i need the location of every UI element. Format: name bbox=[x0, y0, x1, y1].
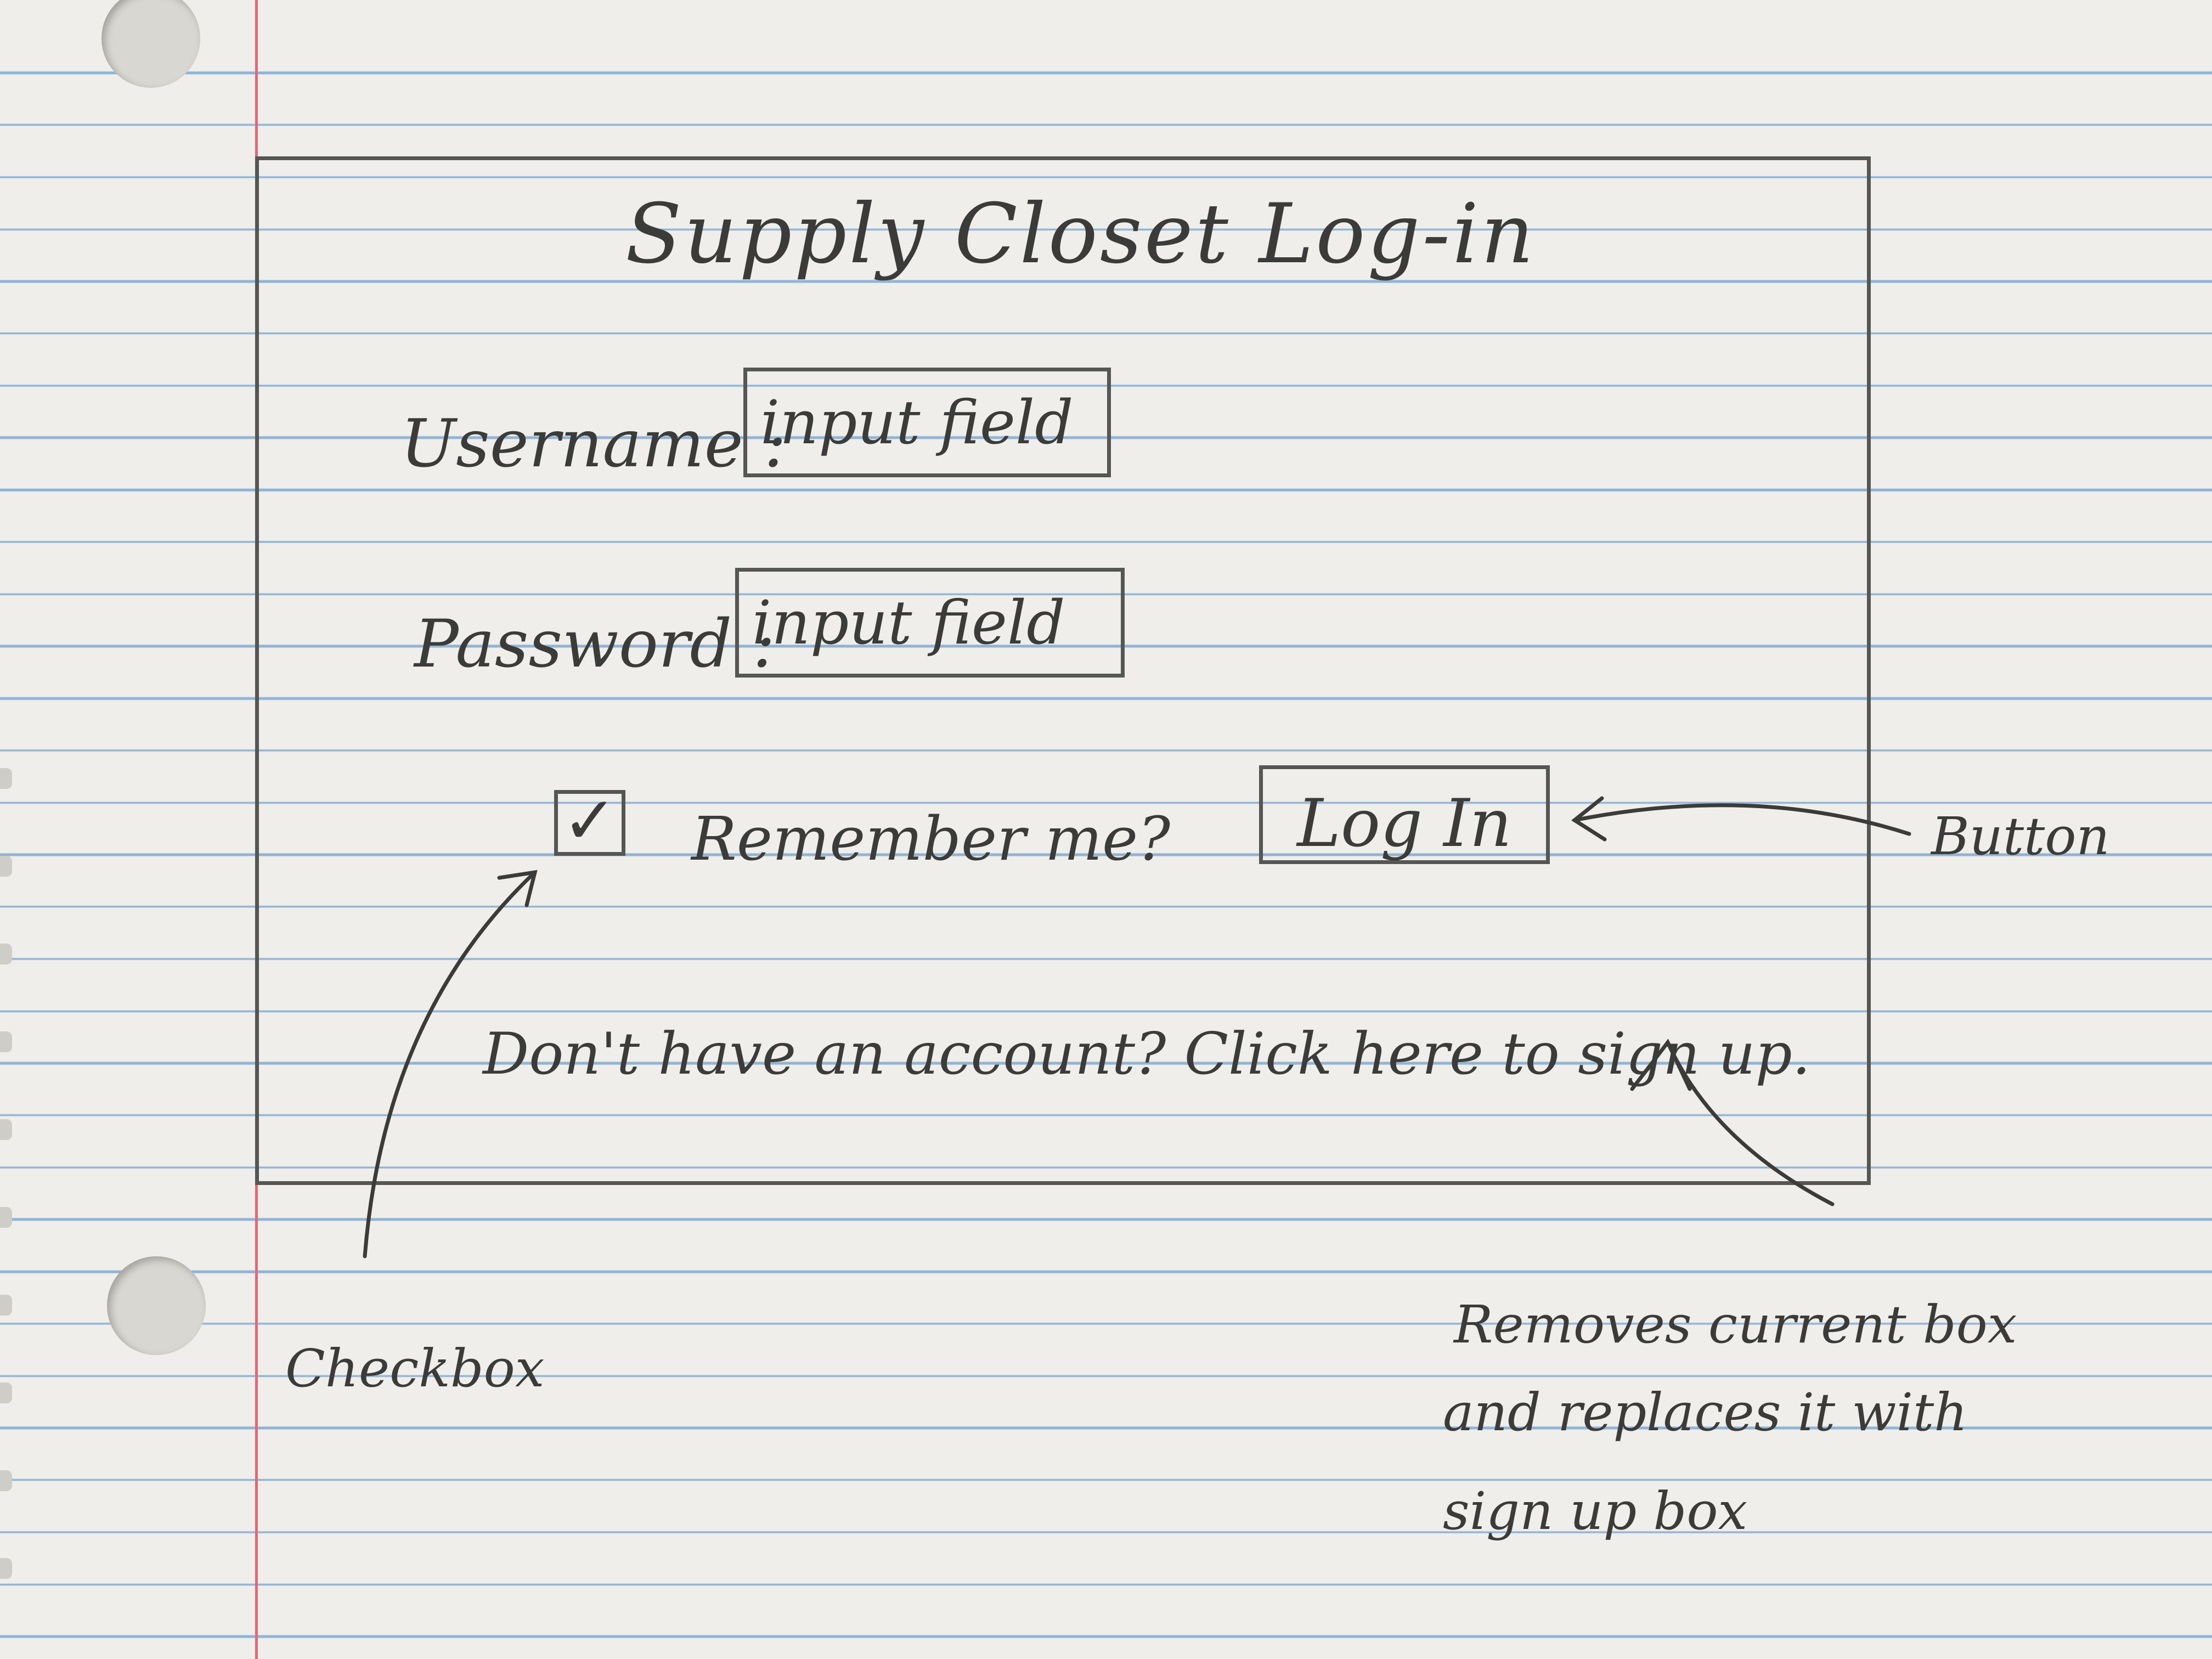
page-title: Supply Closet Log-in bbox=[625, 187, 1536, 282]
signup-note-line3: sign up box bbox=[1443, 1481, 1748, 1542]
username-label: Username : bbox=[400, 406, 787, 482]
checkbox-annotation: Checkbox bbox=[285, 1339, 545, 1399]
signup-arrow-icon bbox=[1668, 1042, 1832, 1204]
signup-note-line1: Removes current box bbox=[1454, 1295, 2017, 1355]
button-arrow-icon bbox=[1575, 805, 1909, 834]
signup-link[interactable]: Don't have an account? Click here to sign up. bbox=[483, 1020, 1811, 1087]
remember-me-label: Remember me? bbox=[691, 804, 1171, 874]
login-button[interactable]: Log In bbox=[1259, 765, 1550, 864]
password-label: Password : bbox=[414, 606, 775, 682]
button-annotation: Button bbox=[1931, 806, 2110, 867]
remember-me-checkbox[interactable]: ✓ bbox=[554, 790, 625, 856]
signup-note-line2: and replaces it with bbox=[1443, 1383, 1968, 1443]
checkbox-arrow-icon bbox=[365, 872, 535, 1256]
